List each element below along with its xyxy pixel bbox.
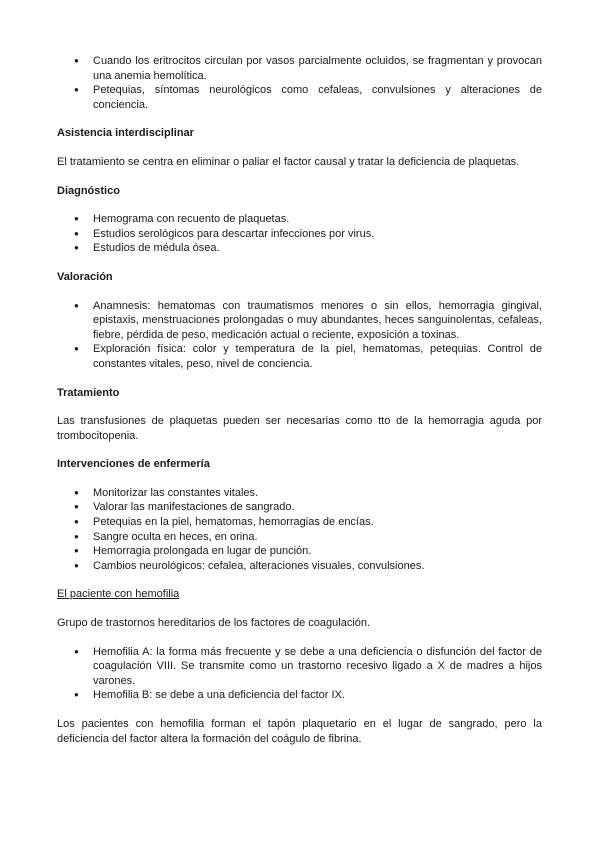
paragraph-asistencia: El tratamiento se centra en eliminar o paliar el factor causal y tratar la deficiencia de plaquetas. [57,155,520,168]
list-item: ● Cuando los eritrocitos circulan por vasos parcialmente ocluidos, se fragmentan y provocan una anemia hemolítica. [57,54,542,83]
list-item: ● Cambios neurológicos: cefalea, alteraciones visuales, convulsiones. [57,559,542,574]
section-heading-tratamiento: Tratamiento [57,386,120,399]
section-heading-hemofilia: El paciente con hemofilia [57,588,180,601]
list-item: ● Petequias, síntomas neurológicos como cefaleas, convulsiones y alteraciones de conciencia. [57,83,542,112]
paragraph-tratamiento: Las transfusiones de plaquetas pueden ser necesarias como tto de la hemorragia aguda por trombocitopenia. [57,415,542,442]
document-body [57,54,542,746]
list-item: ● Hemofilia A: la forma más frecuente y se debe a una deficiencia o disfunción del factor de coagulación VIII. Se transmite como un trastorno recesivo ligado a X de madres a hijos varones. [57,645,542,689]
list-item: ● Hemograma con recuento de plaquetas. [57,212,542,227]
paragraph-hemofilia-closing: Los pacientes con hemofilia forman el tapón plaquetario en el lugar de sangrado, pero la deficiencia del factor altera la formación del coágulo de fibrina. [57,718,542,745]
section-heading-asistencia: Asistencia interdisciplinar [57,127,194,140]
list-item: ● Valorar las manifestaciones de sangrado. [57,500,542,515]
list-item: ● Monitorizar las constantes vitales. [57,486,542,501]
paragraph-hemofilia-intro: Grupo de trastornos hereditarios de los factores de coagulación. [57,617,371,630]
section-heading-diagnostico: Diagnóstico [57,184,120,197]
intro-bullet-list [57,54,542,112]
list-item: ● Hemofilia B: se debe a una deficiencia del factor IX. [57,688,542,703]
section-heading-valoracion: Valoración [57,270,113,283]
list-item: ● Hemorragia prolongada en lugar de punción. [57,544,542,559]
intervenciones-list [57,486,542,574]
list-item: ● Anamnesis: hematomas con traumatismos menores o sin ellos, hemorragia gingival, epistaxis, menstruaciones prolongadas o muy abundantes, heces sanguinolentas, cefaleas, fiebre, pérdida de peso, medicación actual o reciente, exposición a toxinas. [57,299,542,343]
list-item: ● Estudios de médula ósea. [57,241,542,256]
hemofilia-list [57,645,542,703]
list-item: ● Petequias en la piel, hematomas, hemorragias de encías. [57,515,542,530]
diagnostico-list [57,212,542,256]
list-item: ● Estudios serológicos para descartar infecciones por virus. [57,227,542,242]
section-heading-intervenciones: Intervenciones de enfermería [57,458,210,471]
list-item: ● Sangre oculta en heces, en orina. [57,530,542,545]
valoracion-list [57,299,542,372]
list-item: ● Exploración física: color y temperatura de la piel, hematomas, petequias. Control de constantes vitales, peso, nivel de conciencia. [57,342,542,371]
